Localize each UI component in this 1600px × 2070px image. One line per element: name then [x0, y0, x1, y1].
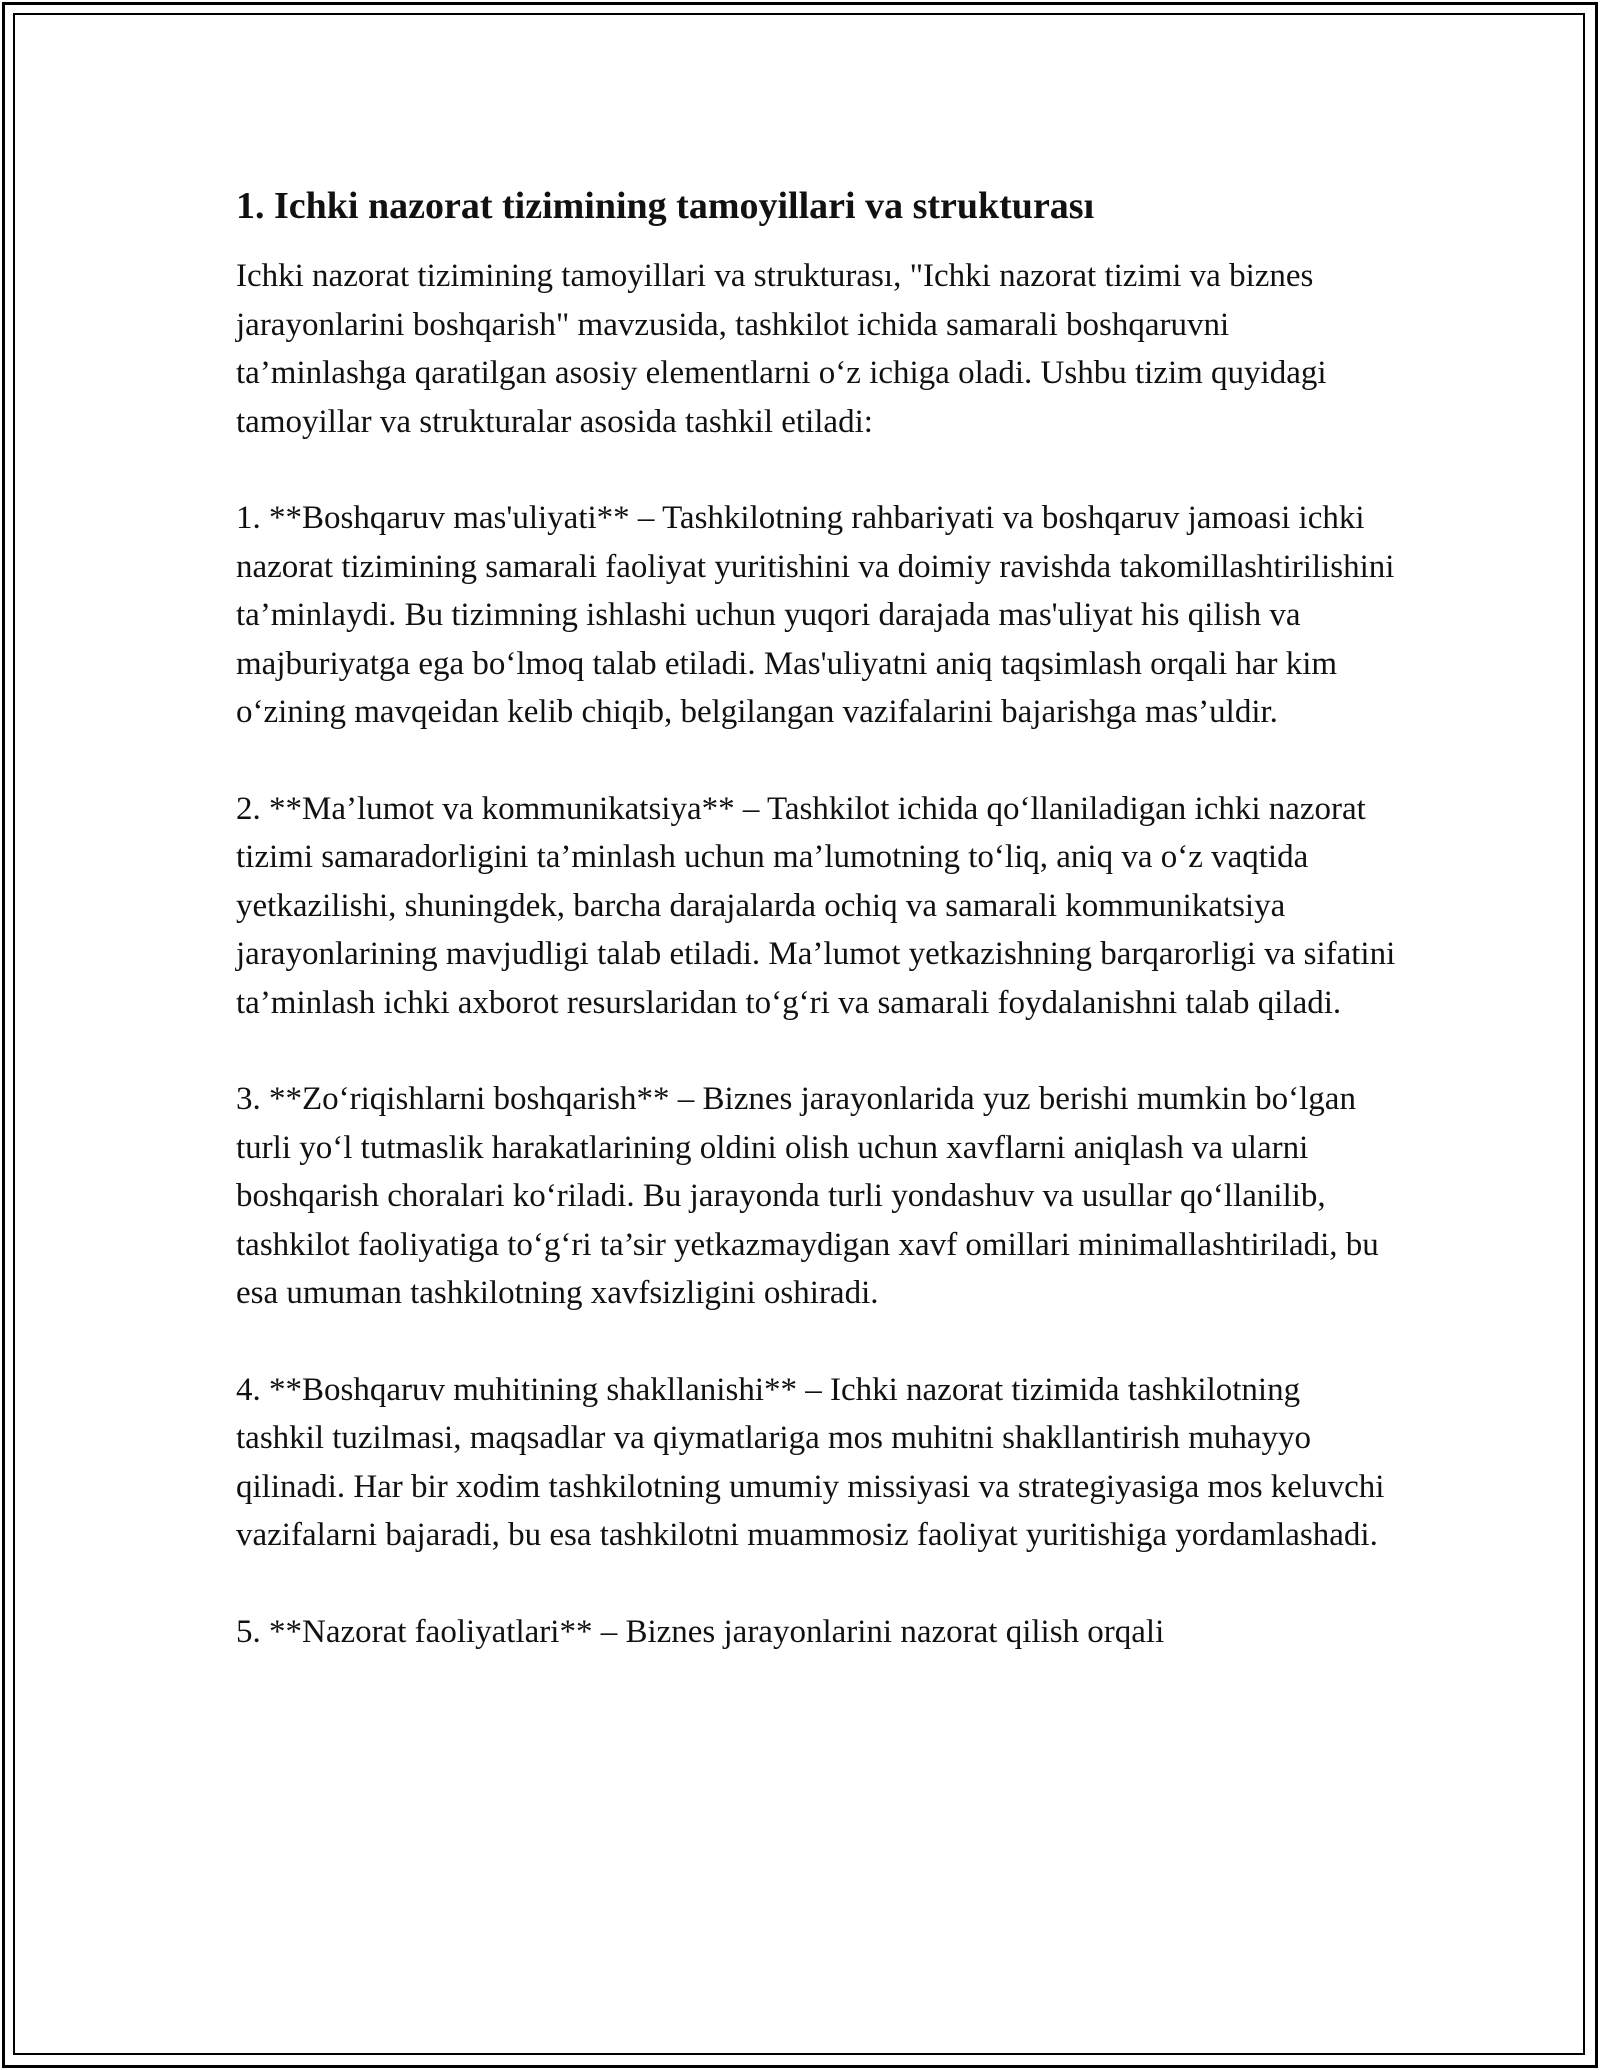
document-body	[236, 182, 1396, 1656]
principle-paragraph-5: 5. **Nazorat faoliyatlari** – Biznes jarayonlarini nazorat qilish orqali	[236, 1613, 1165, 1650]
principle-paragraph-1: 1. **Boshqaruv mas'uliyati** – Tashkilotning rahbariyati va boshqaruv jamoasi ichki nazorat tizimining samarali faoliyat yuritishini va doimiy ravishda takomillashtirilishini ta’minlaydi. Bu tizimning ishlashi uchun yuqori darajada mas'uliyat his qilish va majburiyatga ega bo‘lmoq talab etiladi. Mas'uliyatni aniq taqsimlash orqali har kim o‘zining mavqeidan kelib chiqib, belgilangan vazifalarini bajarishga mas’uldir.	[236, 500, 1395, 730]
principle-paragraph-4: 4. **Boshqaruv muhitining shakllanishi** – Ichki nazorat tizimida tashkilotning tashkil tuzilmasi, maqsadlar va qiymatlariga mos muhitni shakllantirish muhayyo qilinadi. Har bir xodim tashkilotning umumiy missiyasi va strategiyasiga mos keluvchi vazifalarni bajaradi, bu esa tashkilotni muammosiz faoliyat yuritishiga yordamlashadi.	[236, 1371, 1385, 1553]
intro-paragraph: Ichki nazorat tizimining tamoyillari va strukturası, "Ichki nazorat tizimi va biznes jarayonlarini boshqarish" mavzusida, tashkilot ichida samarali boshqaruvni ta’minlashga qaratilgan asosiy elementlarni o‘z ichiga oladi. Ushbu tizim quyidagi tamoyillar va strukturalar asosida tashkil etiladi:	[236, 258, 1327, 440]
principle-paragraph-2: 2. **Ma’lumot va kommunikatsiya** – Tashkilot ichida qo‘llaniladigan ichki nazorat tizimi samaradorligini ta’minlash uchun ma’lumotning to‘liq, aniq va o‘z vaqtida yetkazilishi, shuningdek, barcha darajalarda ochiq va samarali kommunikatsiya jarayonlarining mavjudligi talab etiladi. Ma’lumot yetkazishning barqarorligi va sifatini ta’minlash ichki axborot resurslaridan to‘g‘ri va samarali foydalanishni talab qiladi.	[236, 790, 1396, 1021]
principle-paragraph-3: 3. **Zo‘riqishlarni boshqarish** – Biznes jarayonlarida yuz berishi mumkin bo‘lgan turli yo‘l tutmaslik harakatlarining oldini olish uchun xavflarni aniqlash va ularni boshqarish choralari ko‘riladi. Bu jarayonda turli yondashuv va usullar qo‘llanilib, tashkilot faoliyatiga to‘g‘ri ta’sir yetkazmaydigan xavf omillari minimallashtiriladi, bu esa umuman tashkilotning xavfsizligini oshiradi.	[236, 1081, 1379, 1311]
section-heading: 1. Ichki nazorat tizimining tamoyillari va strukturası	[236, 185, 1095, 227]
